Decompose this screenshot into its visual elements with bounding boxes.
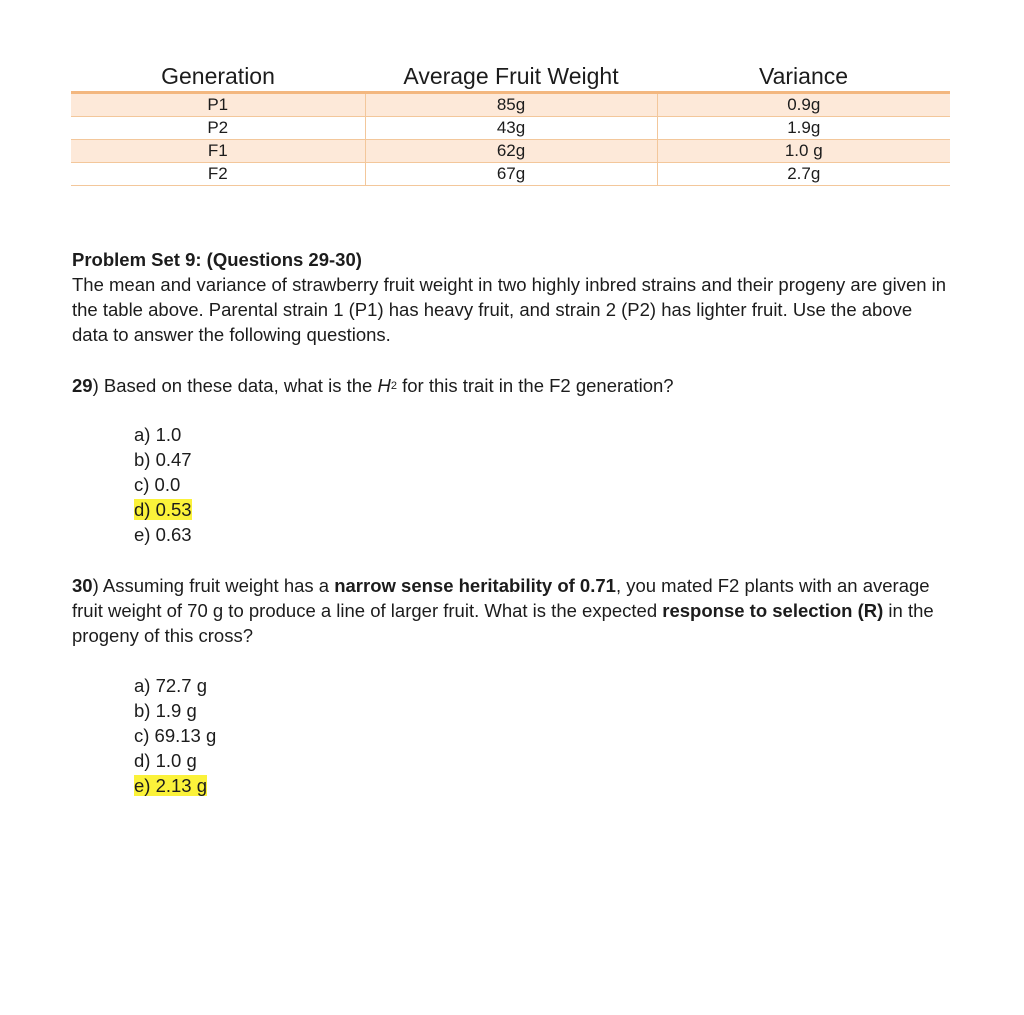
table-row	[71, 117, 950, 140]
cell-weight: 62g	[365, 140, 657, 163]
question-text: in the progeny of this cross?	[72, 600, 934, 646]
option-label: b) 0.47	[134, 449, 192, 470]
header-generation: Generation	[71, 62, 365, 93]
question-text: ) Assuming fruit weight has a	[92, 575, 335, 596]
problem-set-intro: The mean and variance of strawberry fruit weight in two highly inbred strains and their progeny are given in the table above. Parental strain 1 (P1) has heavy fruit, and strain 2 (P2) has lighter fruit. Use the above data to answer the following questions.	[72, 274, 947, 345]
header-variance: Variance	[657, 62, 950, 93]
highlighted-answer: e) 2.13 g	[134, 775, 208, 796]
question-number: 29	[72, 375, 93, 396]
answer-option[interactable]	[134, 723, 216, 748]
option-label: e) 0.63	[134, 524, 192, 545]
answer-option[interactable]	[134, 748, 216, 773]
answer-option[interactable]	[134, 673, 216, 698]
answer-option-selected[interactable]	[134, 497, 192, 522]
answer-option[interactable]	[134, 698, 216, 723]
question-29-options	[134, 422, 192, 547]
question-29	[72, 373, 952, 398]
table-row	[71, 163, 950, 186]
cell-variance: 1.9g	[657, 117, 950, 140]
answer-option[interactable]	[134, 522, 192, 547]
answer-option[interactable]	[134, 422, 192, 447]
option-label: a) 72.7 g	[134, 675, 208, 696]
cell-generation: F2	[71, 163, 365, 186]
cell-generation: P2	[71, 117, 365, 140]
table-header-row	[71, 62, 950, 93]
option-label: d) 1.0 g	[134, 750, 197, 771]
cell-weight: 43g	[365, 117, 657, 140]
question-text: , you mated F2 plants with an average fruit weight of 70 g to produce a line of larger fruit. What is the expected	[72, 575, 930, 621]
table-row	[71, 140, 950, 163]
bold-term: narrow sense heritability of 0.71	[334, 575, 616, 596]
table-row	[71, 93, 950, 117]
option-label: b) 1.9 g	[134, 700, 197, 721]
heritability-superscript: 2	[390, 380, 397, 392]
cell-generation: F1	[71, 140, 365, 163]
answer-option[interactable]	[134, 447, 192, 472]
option-label: c) 0.0	[134, 474, 181, 495]
cell-variance: 2.7g	[657, 163, 950, 186]
option-label: a) 1.0	[134, 424, 182, 445]
cell-variance: 0.9g	[657, 93, 950, 117]
cell-generation: P1	[71, 93, 365, 117]
heritability-symbol: H	[377, 375, 391, 396]
question-30-options	[134, 673, 216, 798]
problem-set-title: Problem Set 9: (Questions 29-30)	[72, 249, 362, 270]
cell-weight: 85g	[365, 93, 657, 117]
highlighted-answer: d) 0.53	[134, 499, 192, 520]
header-average-fruit-weight: Average Fruit Weight	[365, 62, 657, 93]
cell-weight: 67g	[365, 163, 657, 186]
answer-option[interactable]	[134, 472, 192, 497]
question-number: 30	[72, 575, 93, 596]
question-text: ) Based on these data, what is the	[92, 375, 378, 396]
bold-term: response to selection (R)	[662, 600, 884, 621]
cell-variance: 1.0 g	[657, 140, 950, 163]
fruit-weight-table	[71, 62, 950, 186]
question-30	[72, 573, 952, 648]
question-text: for this trait in the F2 generation?	[396, 375, 674, 396]
option-label: c) 69.13 g	[134, 725, 217, 746]
answer-option-selected[interactable]	[134, 773, 216, 798]
